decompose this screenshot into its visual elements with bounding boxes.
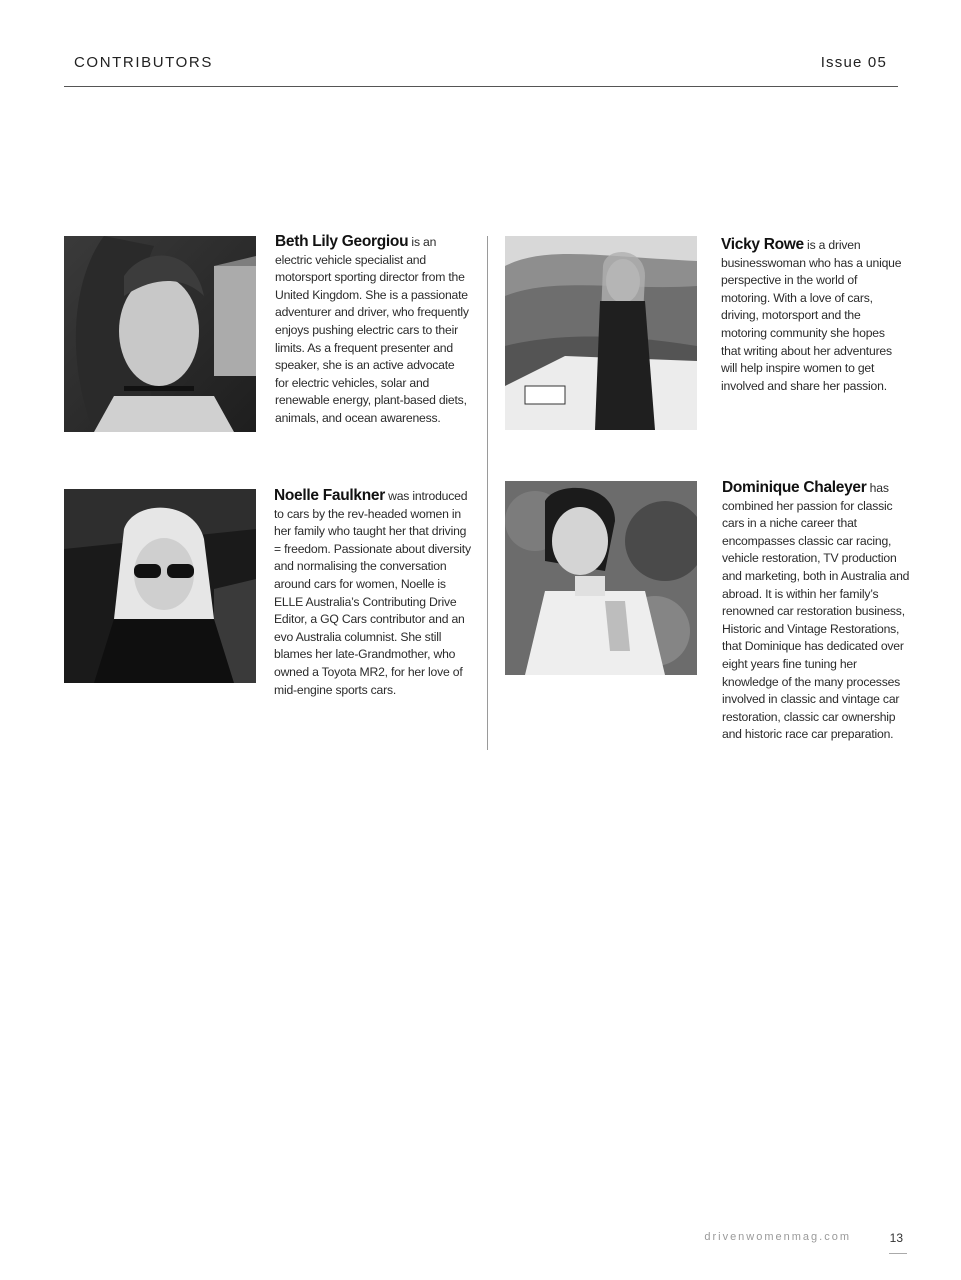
header-divider bbox=[64, 86, 898, 87]
footer-website: drivenwomenmag.com bbox=[704, 1231, 851, 1243]
contributor-bio: is a driven businesswoman who has a unique perspective in the world of motoring. With a love of cars, driving, motorsport and the motoring community she hopes that writing about her adventures will help inspire women to get involved and share her passion. bbox=[721, 238, 902, 393]
contributor-bio: has combined her passion for classic cars in a niche career that encompasses classic car racing, vehicle restoration, TV production and marketing, both in Australia and abroad. It is within her family’s renowned car restoration business, Historic and Vintage Restorations, that Dominique has dedicated over eight years fine tuning her knowledge of the many processes involved in classic and vintage car restoration, classic car ownership and historic race car preparation. bbox=[722, 481, 910, 742]
section-title: CONTRIBUTORS bbox=[74, 54, 213, 71]
bio-vicky-rowe bbox=[721, 236, 907, 395]
page-number-underline bbox=[889, 1253, 907, 1254]
bio-noelle-faulkner bbox=[274, 487, 474, 699]
contributor-bio: is an electric vehicle specialist and motorsport sporting director from the United Kingdom. She is a passionate adventurer and driver, who frequently enjoys pushing electric cars to their limits. As a frequent presenter and speaker, she is an active advocate for electric vehicles, solar and renewable energy, plant-based diets, animals, and ocean awareness. bbox=[275, 235, 469, 425]
bio-dominique-chaleyer bbox=[722, 479, 914, 744]
contributor-name: Beth Lily Georgiou bbox=[275, 233, 409, 250]
contributor-bio: was introduced to cars by the rev-headed women in her family who taught her that driving = freedom. Passionate about diversity and normalising the conversation around cars for women, Noelle is ELLE Australia’s Contributing Drive Editor, a GQ Cars contributor and an evo Australia columnist. She still blames her late-Grandmother, who owned a Toyota MR2, for her love of mid-engine sports cars. bbox=[274, 489, 471, 697]
portrait-beth-lily-georgiou bbox=[64, 236, 256, 432]
portrait-noelle-faulkner bbox=[64, 489, 256, 683]
contributor-name: Vicky Rowe bbox=[721, 236, 804, 253]
bio-beth-lily-georgiou bbox=[275, 233, 471, 428]
portrait-vicky-rowe bbox=[505, 236, 697, 430]
portrait-dominique-chaleyer bbox=[505, 481, 697, 675]
column-divider bbox=[487, 236, 488, 750]
contributor-name: Dominique Chaleyer bbox=[722, 479, 867, 496]
contributor-name: Noelle Faulkner bbox=[274, 487, 385, 504]
issue-label: Issue 05 bbox=[820, 54, 887, 71]
page-number: 13 bbox=[889, 1231, 903, 1245]
